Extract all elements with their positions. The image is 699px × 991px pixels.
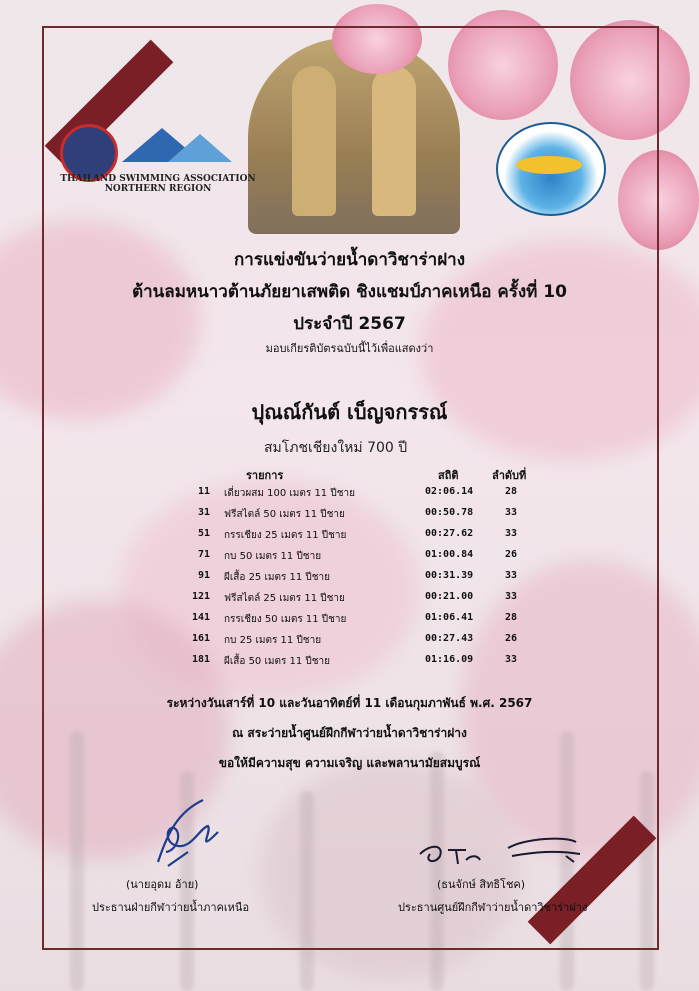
finish-rank: 26	[505, 549, 518, 560]
finish-rank: 26	[505, 633, 518, 644]
header-rank: ลำดับที่	[492, 469, 527, 482]
event-number: 91	[197, 570, 210, 581]
competition-title: การแข่งขันว่ายน้ำดาวิชาร่าฝาง	[233, 250, 465, 270]
swim-time: 00:21.00	[425, 591, 474, 602]
right-signer-title: ประธานศูนย์ฝึกกีฬาว่ายน้ำดาวิชาร่าฝาง	[398, 901, 588, 914]
table-row	[180, 505, 540, 526]
event-name: กบ 25 เมตร 11 ปีชาย	[224, 635, 322, 646]
event-venue: ณ สระว่ายน้ำศูนย์ฝึกกีฬาว่ายน้ำดาวิชาร่าฝาง	[232, 726, 467, 740]
swim-time: 00:31.39	[425, 570, 474, 581]
table-row	[180, 526, 540, 547]
left-signer-name: (นายอุดม อ้าย)	[126, 878, 199, 891]
award-statement: มอบเกียรติบัตรฉบับนี้ไว้เพื่อแสดงว่า	[265, 342, 434, 355]
recipient-club: สมโภชเชียงใหม่ 700 ปี	[264, 440, 408, 456]
table-row	[180, 652, 540, 673]
swim-time: 01:06.41	[425, 612, 474, 623]
mountain-icon	[168, 134, 232, 162]
certificate-footer	[0, 692, 699, 774]
event-number: 161	[191, 633, 210, 644]
right-signer-name: (ธนจักษ์ สิทธิโชค)	[437, 878, 526, 891]
finish-rank: 33	[505, 591, 518, 602]
table-row	[180, 631, 540, 652]
table-row	[180, 589, 540, 610]
event-number: 51	[197, 528, 210, 539]
left-signature	[148, 792, 238, 872]
right-signature	[416, 832, 586, 872]
left-signer-title: ประธานฝ่ายกีฬาว่ายน้ำภาคเหนือ	[92, 901, 250, 914]
closing-wish: ขอให้มีความสุข ความเจริญ และพลานามัยสมบูรณ์	[218, 756, 481, 770]
finish-rank: 33	[505, 507, 518, 518]
event-number: 31	[197, 507, 210, 518]
event-number: 181	[191, 654, 210, 665]
certificate-heading	[0, 248, 699, 357]
event-number: 11	[197, 486, 210, 497]
finish-rank: 28	[505, 486, 518, 497]
swim-time: 02:06.14	[425, 486, 474, 497]
swim-time: 01:16.09	[425, 654, 474, 665]
recipient-name: ปุณณ์กันต์ เบ็ญจกรรณ์	[251, 400, 448, 424]
competition-year: ประจำปี 2567	[293, 314, 406, 334]
swim-time: 00:27.62	[425, 528, 474, 539]
swim-time: 00:50.78	[425, 507, 474, 518]
event-name: กบ 50 เมตร 11 ปีชาย	[224, 551, 322, 562]
event-name: ผีเสื้อ 50 เมตร 11 ปีชาย	[224, 656, 331, 667]
event-name: ฟรีสไตล์ 25 เมตร 11 ปีชาย	[224, 593, 345, 604]
event-name: ฟรีสไตล์ 50 เมตร 11 ปีชาย	[224, 509, 345, 520]
finish-rank: 28	[505, 612, 518, 623]
event-name: เดี่ยวผสม 100 เมตร 11 ปีชาย	[224, 488, 355, 499]
competition-subtitle: ต้านลมหนาวต้านภัยยาเสพติด ชิงแชมป์ภาคเหนือ ครั้งที่ 10	[132, 282, 567, 302]
results-header	[180, 466, 540, 484]
event-number: 141	[191, 612, 210, 623]
thailand-swimming-association-logo: THAILAND SWIMMING ASSOCIATION NORTHERN REGION	[58, 120, 258, 192]
event-name: กรรเชียง 25 เมตร 11 ปีชาย	[224, 530, 347, 541]
finish-rank: 33	[505, 570, 518, 581]
event-name: ผีเสื้อ 25 เมตร 11 ปีชาย	[224, 572, 331, 583]
event-name: กรรเชียง 50 เมตร 11 ปีชาย	[224, 614, 347, 625]
swim-time: 01:00.84	[425, 549, 474, 560]
table-row	[180, 568, 540, 589]
results-table	[180, 466, 540, 673]
swimmer-icon	[516, 156, 582, 174]
table-row	[180, 547, 540, 568]
event-number: 121	[191, 591, 210, 602]
swim-time: 00:27.43	[425, 633, 474, 644]
event-number: 71	[197, 549, 210, 560]
finish-rank: 33	[505, 528, 518, 539]
table-row	[180, 484, 540, 505]
table-row	[180, 610, 540, 631]
header-event: รายการ	[246, 469, 284, 482]
fang-swimming-center-logo	[492, 112, 610, 222]
event-dates: ระหว่างวันเสาร์ที่ 10 และวันอาทิตย์ที่ 11 เดือนกุมภาพันธ์ พ.ศ. 2567	[166, 696, 533, 710]
finish-rank: 33	[505, 654, 518, 665]
header-time: สถิติ	[438, 469, 459, 482]
